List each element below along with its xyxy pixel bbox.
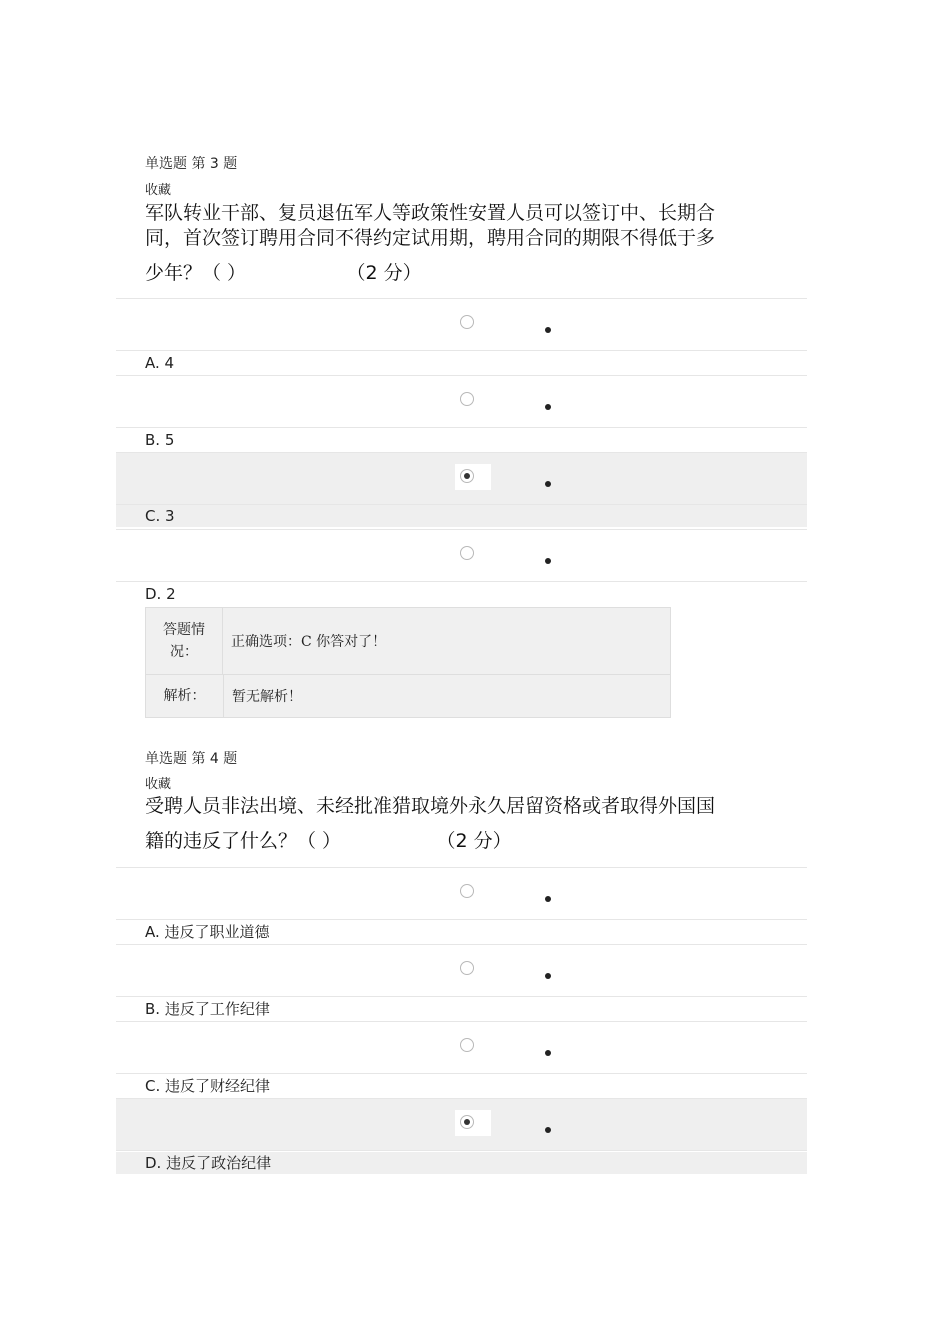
question-header: 单选题 第 3 题	[145, 156, 238, 172]
bullet-icon	[545, 558, 551, 564]
answer-analysis-key: 解析：	[146, 675, 224, 717]
option-row-b[interactable]	[116, 945, 807, 996]
divider	[116, 1150, 807, 1151]
bullet-icon	[545, 404, 551, 410]
radio-button[interactable]	[460, 546, 474, 560]
option-row-c[interactable]	[116, 453, 807, 504]
answer-status-value: 正确选项：C 你答对了！	[231, 634, 387, 650]
divider	[116, 581, 807, 582]
stem-line: 少年？（ ）	[145, 262, 247, 284]
question-stem	[145, 794, 795, 854]
divider	[116, 350, 807, 351]
divider	[116, 1073, 807, 1074]
stem-line: 籍的违反了什么？（ ）	[145, 830, 342, 852]
answer-analysis-row	[146, 675, 670, 717]
radio-button-checked[interactable]	[460, 1115, 474, 1129]
option-row-d[interactable]	[116, 530, 807, 581]
radio-button[interactable]	[460, 1038, 474, 1052]
bullet-icon	[545, 1127, 551, 1133]
answer-analysis-value: 暂无解析！	[232, 689, 302, 705]
favorite-link[interactable]: 收藏	[145, 777, 172, 792]
favorite-link[interactable]: 收藏	[145, 183, 172, 198]
option-label-b[interactable]: B. 违反了工作纪律	[145, 1000, 270, 1018]
stem-line-last	[145, 829, 795, 854]
question-score: （2 分）	[356, 262, 422, 284]
radio-button-checked[interactable]	[460, 469, 474, 483]
option-label-d[interactable]: D. 2	[145, 585, 176, 603]
radio-wrap	[455, 464, 491, 490]
question-stem	[145, 201, 795, 286]
bullet-icon	[545, 327, 551, 333]
question-header: 单选题 第 4 题	[145, 751, 238, 767]
option-label-c[interactable]: C. 违反了财经纪律	[145, 1077, 271, 1095]
option-label-b[interactable]: B. 5	[145, 431, 175, 449]
divider	[116, 919, 807, 920]
option-row-c[interactable]	[116, 1022, 807, 1073]
option-label-d[interactable]: D. 违反了政治纪律	[116, 1152, 807, 1174]
option-row-d[interactable]	[116, 1099, 807, 1150]
divider	[116, 996, 807, 997]
option-row-a[interactable]	[116, 299, 807, 350]
answer-status-row	[146, 608, 670, 675]
radio-button[interactable]	[460, 961, 474, 975]
answer-panel	[145, 607, 671, 718]
answer-status-key: 答题情况：	[146, 608, 223, 674]
divider	[116, 427, 807, 428]
stem-line: 受聘人员非法出境、未经批准猎取境外永久居留资格或者取得外国国	[145, 795, 716, 817]
radio-button[interactable]	[460, 392, 474, 406]
stem-line: 同，首次签订聘用合同不得约定试用期，聘用合同的期限不得低于多	[145, 227, 716, 249]
option-row-b[interactable]	[116, 376, 807, 427]
radio-button[interactable]	[460, 884, 474, 898]
radio-button[interactable]	[460, 315, 474, 329]
bullet-icon	[545, 1050, 551, 1056]
option-row-a[interactable]	[116, 868, 807, 919]
question-score: （2 分）	[446, 830, 512, 852]
stem-line: 军队转业干部、复员退伍军人等政策性安置人员可以签订中、长期合	[145, 202, 716, 224]
option-label-c[interactable]: C. 3	[116, 505, 807, 527]
bullet-icon	[545, 481, 551, 487]
radio-wrap	[455, 1110, 491, 1136]
bullet-icon	[545, 973, 551, 979]
option-label-a[interactable]: A. 4	[145, 354, 175, 372]
stem-line-last	[145, 261, 795, 286]
option-label-a[interactable]: A. 违反了职业道德	[145, 923, 270, 941]
bullet-icon	[545, 896, 551, 902]
